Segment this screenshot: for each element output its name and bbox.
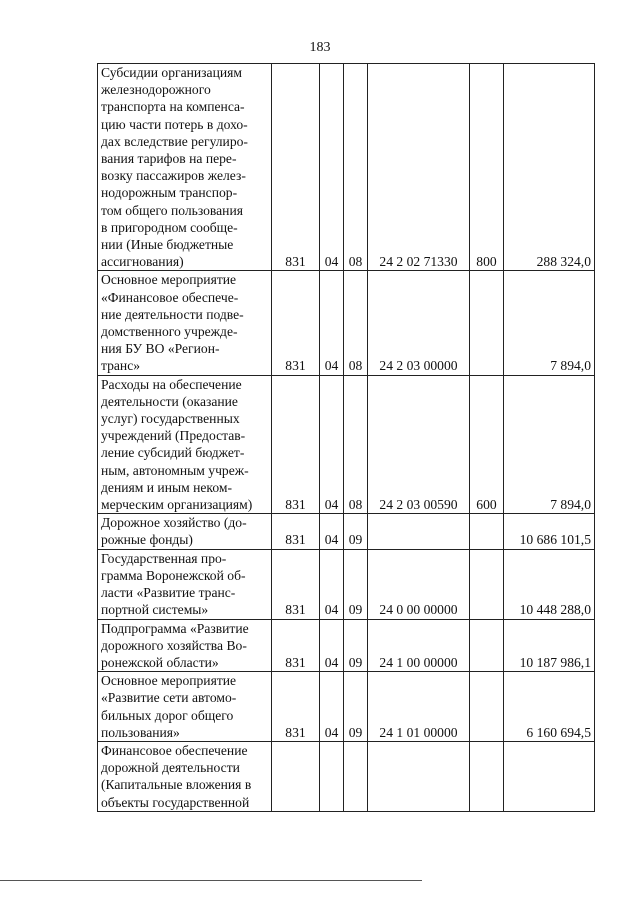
cell-amount: 10 686 101,5 <box>504 514 595 549</box>
cell-name <box>98 672 272 742</box>
name-line: мерческим организациям) <box>101 497 253 513</box>
cell-code: 831 <box>272 549 320 619</box>
cell-expense-type: 800 <box>470 64 504 271</box>
cell-subsection: 08 <box>344 64 368 271</box>
cell-section: 04 <box>320 549 344 619</box>
cell-expense-type <box>470 741 504 811</box>
cell-target-article: 24 0 00 00000 <box>368 549 470 619</box>
name-line: в пригородном сообще- <box>101 219 238 235</box>
cell-code: 831 <box>272 375 320 514</box>
name-line: учреждений (Предостав- <box>101 428 246 444</box>
budget-table <box>97 63 595 812</box>
table-body <box>98 64 595 812</box>
table-row <box>98 64 595 271</box>
cell-name <box>98 375 272 514</box>
name-line: ния БУ ВО «Регион- <box>101 341 220 357</box>
name-line: вания тарифов на пере- <box>101 151 237 167</box>
name-line: дах вследствие регулиро- <box>101 133 248 149</box>
cell-target-article: 24 1 01 00000 <box>368 672 470 742</box>
cell-target-article <box>368 741 470 811</box>
name-line: дорожного хозяйства Во- <box>101 637 247 653</box>
cell-subsection: 08 <box>344 271 368 375</box>
name-line: Финансовое обеспечение <box>101 742 248 758</box>
table-row <box>98 741 595 811</box>
cell-expense-type <box>470 549 504 619</box>
cell-expense-type: 600 <box>470 375 504 514</box>
name-line: цию части потерь в дохо- <box>101 116 248 132</box>
name-line: Расходы на обеспечение <box>101 376 242 392</box>
name-line: нии (Иные бюджетные <box>101 237 234 253</box>
cell-target-article: 24 2 03 00000 <box>368 271 470 375</box>
name-line: возку пассажиров желез- <box>101 168 246 184</box>
cell-subsection: 08 <box>344 375 368 514</box>
cell-subsection <box>344 741 368 811</box>
cell-amount: 6 160 694,5 <box>504 672 595 742</box>
name-line: услуг) государственных <box>101 411 240 427</box>
name-line: рожные фонды) <box>101 532 193 548</box>
name-line: ние деятельности подве- <box>101 306 244 322</box>
cell-name <box>98 64 272 271</box>
cell-subsection: 09 <box>344 514 368 549</box>
table-row <box>98 514 595 549</box>
table-row <box>98 619 595 672</box>
cell-expense-type <box>470 271 504 375</box>
cell-target-article <box>368 514 470 549</box>
name-line: ронежской области» <box>101 654 219 670</box>
name-line: нодорожным транспор- <box>101 185 238 201</box>
name-line: объекты государственной <box>101 794 250 810</box>
cell-code: 831 <box>272 271 320 375</box>
cell-code: 831 <box>272 64 320 271</box>
name-line: портной системы» <box>101 602 209 618</box>
cell-section: 04 <box>320 375 344 514</box>
cell-section: 04 <box>320 64 344 271</box>
cell-code: 831 <box>272 619 320 672</box>
cell-amount: 7 894,0 <box>504 271 595 375</box>
name-line: дорожной деятельности <box>101 760 240 776</box>
cell-name <box>98 741 272 811</box>
name-line: деятельности (оказание <box>101 393 238 409</box>
name-line: Субсидии организациям <box>101 65 242 80</box>
name-line: Подпрограмма «Развитие <box>101 620 249 636</box>
cell-amount: 7 894,0 <box>504 375 595 514</box>
cell-target-article: 24 1 00 00000 <box>368 619 470 672</box>
cell-name <box>98 549 272 619</box>
cell-target-article: 24 2 02 71330 <box>368 64 470 271</box>
cell-subsection: 09 <box>344 619 368 672</box>
cell-subsection: 09 <box>344 672 368 742</box>
table-row <box>98 549 595 619</box>
cell-name <box>98 514 272 549</box>
name-line: Дорожное хозяйство (до- <box>101 515 247 531</box>
cell-code <box>272 741 320 811</box>
cell-amount: 10 448 288,0 <box>504 549 595 619</box>
name-line: транс» <box>101 358 141 374</box>
name-line: «Развитие сети автомо- <box>101 690 237 706</box>
page-number: 183 <box>309 40 331 55</box>
name-line: ласти «Развитие транс- <box>101 585 236 601</box>
name-line: Государственная про- <box>101 550 227 566</box>
cell-amount: 288 324,0 <box>504 64 595 271</box>
bottom-rule <box>0 880 422 881</box>
name-line: ным, автономным учреж- <box>101 462 249 478</box>
cell-section: 04 <box>320 271 344 375</box>
name-line: грамма Воронежской об- <box>101 567 246 583</box>
cell-code: 831 <box>272 672 320 742</box>
name-line: ассигнования) <box>101 254 184 270</box>
cell-name <box>98 619 272 672</box>
name-line: пользования» <box>101 724 180 740</box>
cell-section: 04 <box>320 672 344 742</box>
name-line: «Финансовое обеспече- <box>101 289 239 305</box>
name-line: Основное мероприятие <box>101 673 237 689</box>
name-line: домственного учрежде- <box>101 324 238 340</box>
name-line: дениям и иным неком- <box>101 479 232 495</box>
cell-section: 04 <box>320 514 344 549</box>
table-row <box>98 375 595 514</box>
cell-expense-type <box>470 672 504 742</box>
name-line: железнодорожного <box>101 82 211 98</box>
cell-code: 831 <box>272 514 320 549</box>
cell-section: 04 <box>320 619 344 672</box>
name-line: ление субсидий бюджет- <box>101 445 245 461</box>
cell-section <box>320 741 344 811</box>
cell-target-article: 24 2 03 00590 <box>368 375 470 514</box>
name-line: том общего пользования <box>101 202 243 218</box>
name-line: Основное мероприятие <box>101 272 237 288</box>
cell-amount <box>504 741 595 811</box>
cell-subsection: 09 <box>344 549 368 619</box>
cell-name <box>98 271 272 375</box>
name-line: бильных дорог общего <box>101 707 234 723</box>
cell-expense-type <box>470 514 504 549</box>
table-row <box>98 271 595 375</box>
name-line: транспорта на компенса- <box>101 99 245 115</box>
cell-amount: 10 187 986,1 <box>504 619 595 672</box>
name-line: (Капитальные вложения в <box>101 777 252 793</box>
table-row <box>98 672 595 742</box>
cell-expense-type <box>470 619 504 672</box>
